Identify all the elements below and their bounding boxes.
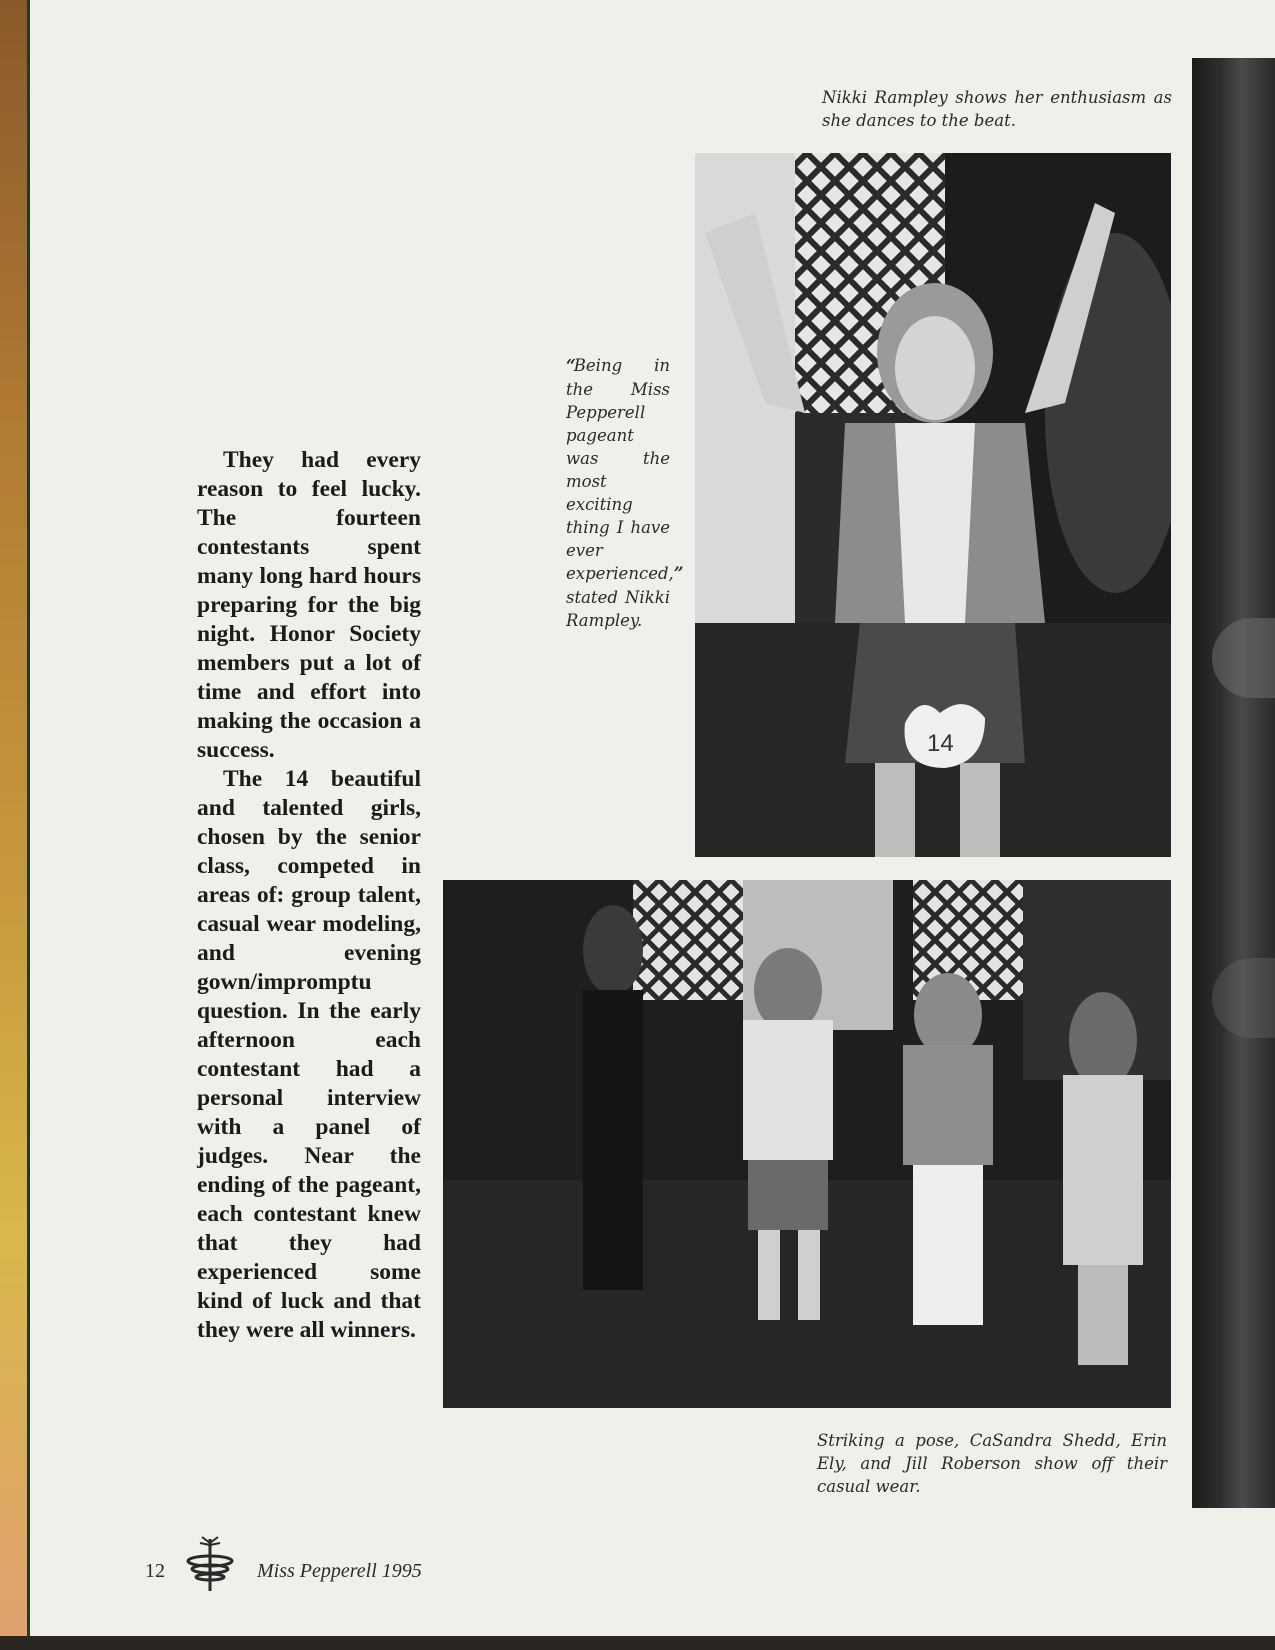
quote-text: Being in the Miss Pepperell pageant was the most exciting thing I have ever experienced, [566, 356, 674, 583]
photo-caption-top: Nikki Rampley shows her enthusiasm as she dances to the beat. [822, 88, 1172, 130]
publication-title: Miss Pepperell 1995 [257, 1560, 422, 1582]
page-number: 12 [145, 1560, 165, 1582]
body-paragraph: The 14 beautiful and talented girls, chosen by the senior class, competed in areas of: group talent, casual wear modeling, and evening gown/impromptu question. In the early afternoon each contestant had a personal interview with a panel of judges. Near the ending of the pageant, each contestant knew that they had experienced some kind of luck and that they were all winners. [197, 766, 421, 1343]
bottom-strip [0, 1636, 1275, 1650]
quote-close-mark: ” [673, 564, 682, 584]
pepper-logo-icon [180, 1535, 240, 1593]
quote-open-mark: “ [566, 356, 574, 376]
contestant-badge-number: 14 [927, 730, 954, 757]
page-edge-left [0, 0, 30, 1650]
photo-casual-wear [443, 880, 1171, 1408]
article-body [197, 446, 421, 1345]
next-page-edge [1192, 58, 1275, 1508]
quote-attribution: stated Nikki Rampley. [566, 588, 670, 630]
pull-quote [566, 354, 682, 632]
photo-caption-bottom: Striking a pose, CaSandra Shedd, Erin Ely, and Jill Roberson show off their casual wear. [817, 1431, 1167, 1496]
body-paragraph: They had every reason to feel lucky. The fourteen contestants spent many long hard hours preparing for the big night. Honor Society members put a lot of time and effort into making the occasion a success. [197, 447, 421, 763]
photo-nikki-rampley [695, 153, 1171, 857]
